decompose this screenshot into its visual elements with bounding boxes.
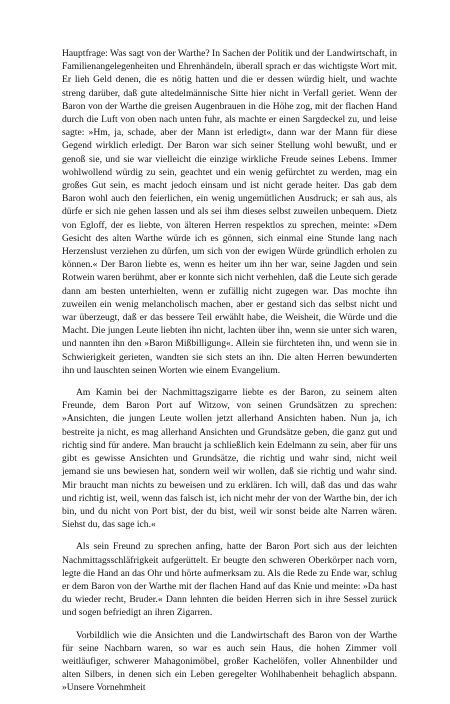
paragraph-1: Hauptfrage: Was sagt von der Warthe? In Sachen der Politik und der Landwirtschaft, in Familienangelegenheiten und Ehrenhändeln, überall sprach er das wichtigste Wort mit. Er lieh Geld denen, die es nötig hatten und die er dessen würdig hielt, und wachte streng darüber, daß gute altedelmännische Sitte hier nicht in Verfall geriet. Wenn der Baron von der Warthe die greisen Augenbrauen in die Höhe zog, mit der flachen Hand durch die Luft von oben nach unten fuhr, als machte er einen Sargdeckel zu, und leise sagte: »Hm, ja, schade, aber der Mann ist erledigt«, dann war der Mann für diese Gegend wirklich erledigt. Der Baron war sich seiner Stellung wohl bewußt, und er genoß sie, und sie war vielleicht die einzige wirkliche Freude seines Lebens. Immer wohlwollend würdig zu sein, geachtet und ein wenig gefürchtet zu werden, mag ein großes Gut sein, es macht jedoch einsam und ist nicht gerade heiter. Das gab dem Baron wohl auch den feierlichen, ein wenig ungemütlichen Ausdruck; er sah aus, als dürfe er sich nie gehen lassen und als sei ihm dieses selbst zuweilen unbequem. Dietz von Egloff, der es liebte, von älteren Herren respektlos zu sprechen, meinte: »Dem Gesicht des alten Warthe würde ich es gönnen, sich einmal eine Stunde lang nach Herzenslust verziehen zu dürfen, um sich von der ewigen Würde gründlich erholen zu können.« Der Baron liebte es, wenn es heiter um ihn her war, seine Jagden und sein Rotwein waren berühmt, aber er konnte sich nicht verhehlen, daß die Leute sich gerade dann am besten unterhielten, wenn er zufällig nicht zugegen war. Das mochte ihn zuweilen ein wenig melancholisch machen, aber er gestand sich das selbst nicht und war überzeugt, daß er das bessere Teil erwählt habe, die Weisheit, die Würde und die Macht. Die jungen Leute liebten ihn nicht, lachten über ihn, wenn sie unter sich waren, und nannten ihn den »Baron Mißbilligung«. Allein sie fürchteten ihn, und wenn sie in Schwierigkeit gerieten, wandten sie sich stets an ihn. Die alten Herren bewunderten ihn und lauschten seinen Worten wie einem Evangelium. (62, 48, 397, 376)
paragraph-4: Vorbildlich wie die Ansichten und die Landwirtschaft des Baron von der Warthe für seine Nachbarn waren, so war es auch sein Haus, die hohen Zimmer voll weitläufiger, schwerer Mahagonimöbel, großer Kachelöfen, voller Ahnenbilder und alten Silbers, in denen sich ein Leben geregelter Wohlhabenheit behaglich abspann. »Unsere Vornehmheit (62, 629, 397, 694)
paragraph-2: Am Kamin bei der Nachmittagszigarre liebte es der Baron, zu seinem alten Freunde, dem Baron Port auf Witzow, von seinen Grundsätzen zu sprechen: »Ansichten, die jungen Leute wollen jetzt allerhand Ansichten haben. Nun ja, ich bestreite ja nicht, es mag allerhand Ansichten und Grundsätze geben, die ganz gut und richtig sind für andere. Man braucht ja schließlich kein Edelmann zu sein, aber für uns gibt es gewisse Ansichten und Grundsätze, die richtig und wahr sind, nicht weil jemand sie uns bewiesen hat, sondern weil wir wollen, daß sie richtig und wahr sind. Mir braucht man nichts zu beweisen und zu erklären. Ich will, daß das und das wahr und richtig ist, weil, wenn das falsch ist, ich nicht mehr der von der Warthe bin, der ich bin, und du nicht von Port bist, der du bist, weil wir sonst beide alte Narren wären. Siehst du, das sage ich.« (62, 387, 397, 531)
paragraph-3: Als sein Freund zu sprechen anfing, hatte der Baron Port sich aus der leichten Nachmittagsschläfrigkeit aufgerüttelt. Er beugte den schweren Oberkörper nach vorn, legte die Hand an das Ohr und hörte aufmerksam zu. Als die Rede zu Ende war, schlug er dem Baron von der Warthe mit der flachen Hand auf das Knie und meinte: »Da hast du wieder recht, Bruder.« Dann lehnten die beiden Herren sich in ihre Sessel zurück und sogen befriedigt an ihren Zigarren. (62, 541, 397, 619)
document-page (62, 47, 397, 704)
